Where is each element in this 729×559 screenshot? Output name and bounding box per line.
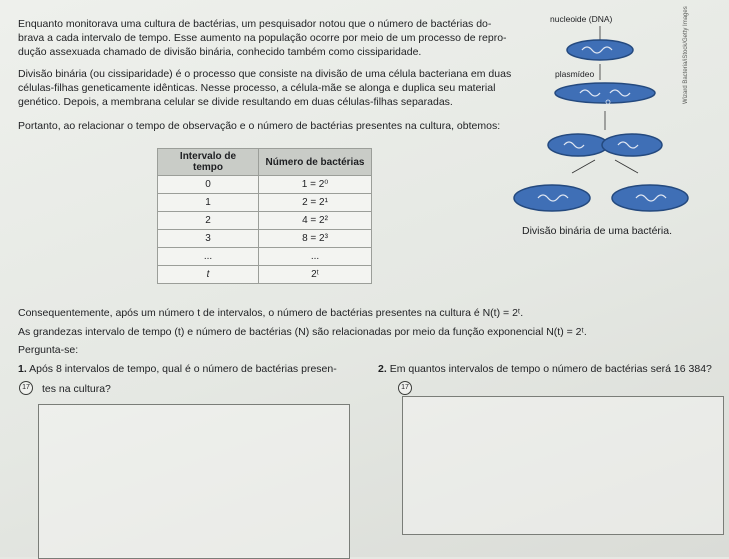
question-1-text: Após 8 intervalos de tempo, qual é o número de bactérias presen-	[29, 363, 337, 375]
cell-count: 4 = 2²	[259, 212, 372, 230]
question-2	[378, 362, 712, 376]
cell-interval: 1	[158, 194, 259, 212]
intro-line: Enquanto monitorava uma cultura de bactérias, um pesquisador notou que o número de bactérias do-	[18, 18, 492, 30]
cell-count: ...	[259, 248, 372, 266]
cell-interval: 3	[158, 230, 259, 248]
bacterium-cell	[548, 134, 608, 156]
question-heading: Pergunta-se:	[18, 344, 79, 356]
cell-count: 1 = 2⁰	[259, 176, 372, 194]
question-2-text: Em quantos intervalos de tempo o número de bactérias será 16 384?	[389, 363, 712, 375]
bacterium-cell	[567, 40, 633, 60]
quantities-paragraph: As grandezas intervalo de tempo (t) e número de bactérias (N) são relacionadas por meio da função exponencial N(t) = 2ᵗ.	[18, 326, 587, 338]
cell-count: 2ᵗ	[259, 266, 372, 284]
para2-line: genético. Depois, a membrana celular se divide resultando em duas células-filhas separadas.	[18, 96, 453, 108]
intro-line: brava a cada intervalo de tempo. Esse aumento na população ocorre por meio de um processo de repro-	[18, 32, 507, 44]
growth-table	[157, 148, 372, 284]
label-dna: nucleoide (DNA)	[550, 14, 613, 24]
table-row	[158, 266, 372, 284]
arrow-right	[615, 160, 638, 173]
table-row	[158, 194, 372, 212]
table-header-row	[158, 149, 372, 176]
question-1-number: 1.	[18, 363, 27, 375]
cell-interval: t	[158, 266, 259, 284]
diagram-caption: Divisão binária de uma bactéria.	[522, 225, 672, 237]
bacterium-cell	[602, 134, 662, 156]
cell-count: 8 = 2³	[259, 230, 372, 248]
para2-line: Divisão binária (ou cissiparidade) é o processo que consiste na divisão de uma célula bacteriana em duas	[18, 68, 512, 80]
binary-fission-diagram	[500, 10, 700, 230]
daughter-cell	[514, 185, 590, 211]
consequence-paragraph: Consequentemente, após um número t de intervalos, o número de bactérias presentes na cultura é N(t) = 2ᵗ.	[18, 307, 524, 319]
question-1	[18, 362, 337, 376]
relation-paragraph: Portanto, ao relacionar o tempo de observação e o número de bactérias presentes na cultura, obtemos:	[18, 120, 501, 132]
daughter-cell	[612, 185, 688, 211]
para2-line: células-filhas geneticamente idênticas. Nesse processo, a célula-mãe se alonga e duplica seu material	[18, 82, 496, 94]
cell-interval: 0	[158, 176, 259, 194]
bacterium-cell	[555, 83, 655, 103]
table-row	[158, 230, 372, 248]
arrow-left	[572, 160, 595, 173]
image-credit: Wizard Bacteria/iStock/Getty Images	[683, 6, 689, 104]
answer-box-2[interactable]	[402, 396, 724, 535]
table-row	[158, 176, 372, 194]
intro-line: dução assexuada chamado de divisão binária, conhecido também como cissiparidade.	[18, 46, 422, 58]
question-2-badge: 17	[398, 381, 412, 395]
cell-count: 2 = 2¹	[259, 194, 372, 212]
cell-interval: ...	[158, 248, 259, 266]
table-row	[158, 212, 372, 230]
header-interval: Intervalo de tempo	[158, 149, 259, 176]
binary-fission-paragraph	[18, 67, 511, 109]
table-row	[158, 248, 372, 266]
answer-box-1[interactable]	[38, 404, 350, 559]
label-plasmid: plasmídeo	[555, 69, 595, 79]
question-1-text-cont: tes na cultura?	[42, 383, 111, 395]
question-2-number: 2.	[378, 363, 387, 375]
header-count: Número de bactérias	[259, 149, 372, 176]
question-1-badge: 17	[19, 381, 33, 395]
cell-interval: 2	[158, 212, 259, 230]
intro-paragraph	[18, 17, 508, 59]
